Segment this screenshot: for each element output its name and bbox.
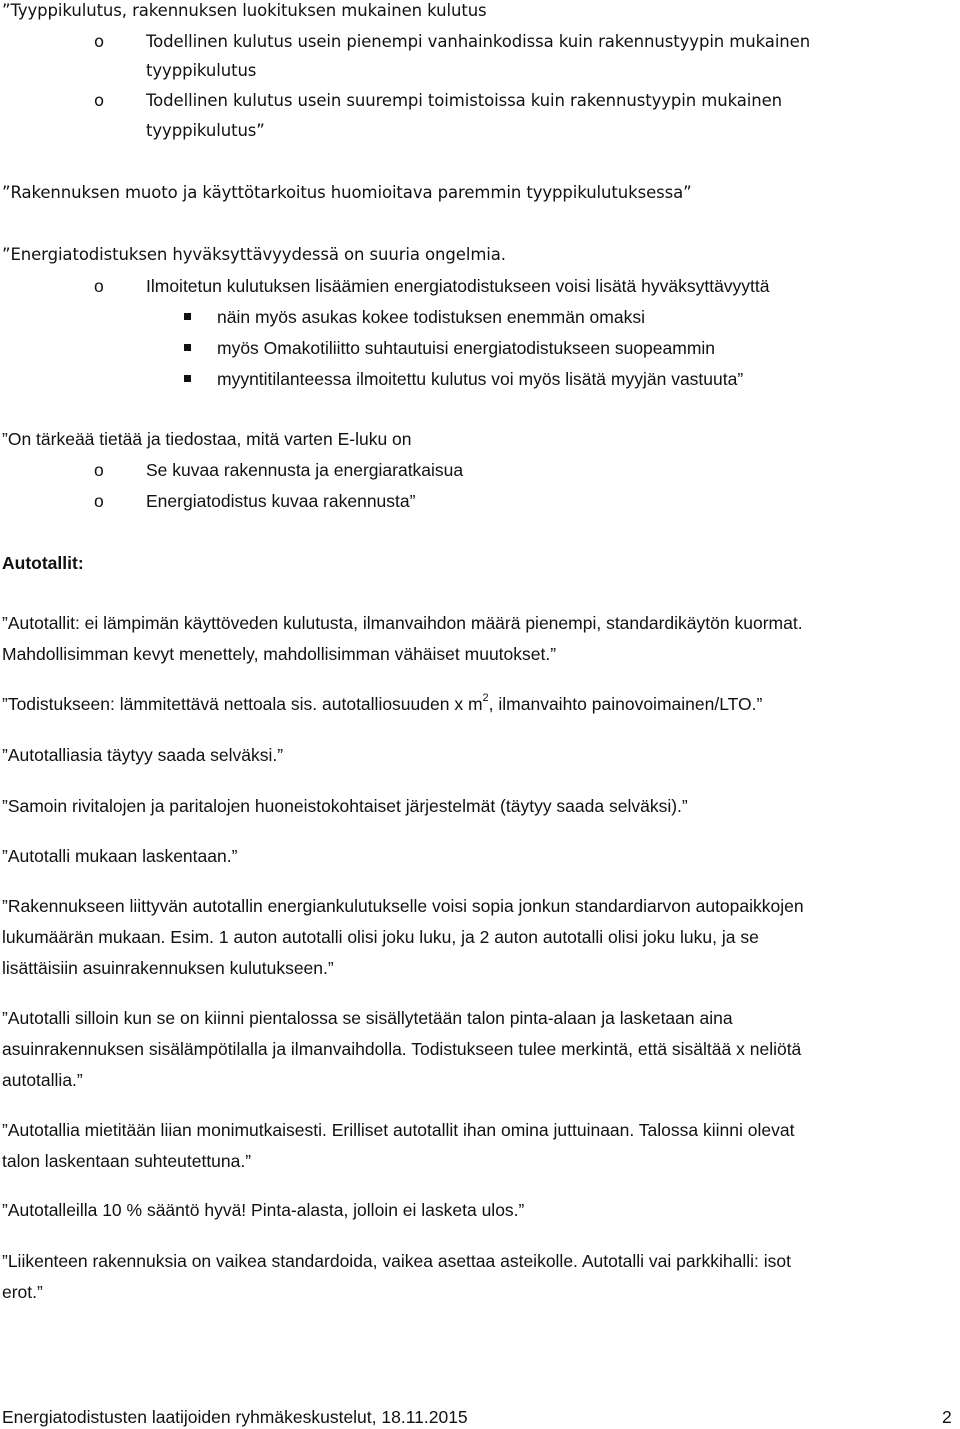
bullet-marker: o (94, 32, 104, 51)
square-bullet-icon (184, 344, 191, 351)
list-item: Todellinen kulutus usein suurempi toimistoissa kuin rakennustyypin mukainen (146, 91, 783, 110)
paragraph-continued: Mahdollisimman kevyt menettely, mahdollisimman vähäiset muutokset.” (2, 644, 557, 664)
paragraph: ”Autotalli mukaan laskentaan.” (2, 846, 238, 866)
sub-list-item: näin myös asukas kokee todistuksen enemmän omaksi (217, 307, 645, 327)
sub-list-item: myös Omakotiliitto suhtautuisi energiatodistukseen suopeammin (217, 338, 716, 358)
paragraph: ”Autotalleilla 10 % sääntö hyvä! Pinta-alasta, jolloin ei lasketa ulos.” (2, 1200, 525, 1220)
list-item: Se kuvaa rakennusta ja energiaratkaisua (146, 460, 464, 480)
superscript: 2 (482, 692, 489, 705)
paragraph: ”Autotalliasia täytyy saada selväksi.” (2, 745, 284, 765)
paragraph-continued: lisättäisiin asuinrakennuksen kulutukseen.” (2, 958, 334, 978)
square-bullet-icon (184, 313, 191, 320)
list-item: Ilmoitetun kulutuksen lisäämien energiatodistukseen voisi lisätä hyväksyttävyyttä (146, 276, 770, 296)
paragraph-continued: lukumäärän mukaan. Esim. 1 auton autotalli olisi joku luku, ja 2 auton autotalli olisi joku luku, ja se (2, 927, 759, 947)
paragraph: ”Autotallit: ei lämpimän käyttöveden kulutusta, ilmanvaihdon määrä pienempi, standardikäytön kuormat. (2, 613, 803, 633)
bullet-marker: o (94, 91, 104, 110)
section1-title: ”Tyyppikulutus, rakennuksen luokituksen mukainen kulutus (2, 1, 487, 20)
square-bullet-icon (184, 375, 191, 382)
paragraph (2, 693, 762, 715)
paragraph: ”Rakennuksen muoto ja käyttötarkoitus huomioitava paremmin tyyppikulutuksessa” (2, 183, 692, 202)
paragraph: ”Rakennukseen liittyvän autotallin energiankulutukselle voisi sopia jonkun standardiarvon autopaikkojen (2, 896, 804, 916)
bullet-marker: o (94, 460, 104, 480)
footer-text: Energiatodistusten laatijoiden ryhmäkeskustelut, 18.11.2015 (2, 1407, 468, 1427)
bullet-marker: o (94, 491, 104, 511)
paragraph: ”Liikenteen rakennuksia on vaikea standardoida, vaikea asettaa asteikolle. Autotalli vai parkkihalli: isot (2, 1251, 791, 1271)
paragraph: ”On tärkeää tietää ja tiedostaa, mitä varten E-luku on (2, 429, 412, 449)
paragraph-text: ”Todistukseen: lämmitettävä nettoala sis. autotalliosuuden x m (2, 694, 483, 714)
page-number: 2 (942, 1407, 952, 1427)
section-heading: Autotallit: (2, 553, 84, 573)
list-item: Energiatodistus kuvaa rakennusta” (146, 491, 416, 511)
sub-list-item: myyntitilanteessa ilmoitettu kulutus voi myös lisätä myyjän vastuuta” (217, 369, 744, 389)
paragraph: ”Autotalli silloin kun se on kiinni pientalossa se sisällytetään talon pinta-alaan ja lasketaan aina (2, 1008, 733, 1028)
paragraph-continued: erot.” (2, 1282, 43, 1302)
paragraph: ”Energiatodistuksen hyväksyttävyydessä on suuria ongelmia. (2, 245, 506, 264)
list-item-continued: tyyppikulutus (146, 61, 257, 80)
bullet-marker: o (94, 276, 104, 296)
list-item: Todellinen kulutus usein pienempi vanhainkodissa kuin rakennustyypin mukainen (146, 32, 811, 51)
paragraph: ”Autotallia mietitään liian monimutkaisesti. Erilliset autotallit ihan omina juttuinaan. Talossa kiinni olevat (2, 1120, 795, 1140)
paragraph-text: , ilmanvaihto painovoimainen/LTO.” (488, 694, 763, 714)
paragraph: ”Samoin rivitalojen ja paritalojen huoneistokohtaiset järjestelmät (täytyy saada selväksi).” (2, 796, 688, 816)
paragraph-continued: talon laskentaan suhteutettuna.” (2, 1151, 252, 1171)
paragraph-continued: asuinrakennuksen sisälämpötilalla ja ilmanvaihdolla. Todistukseen tulee merkintä, että sisältää x neliötä (2, 1039, 802, 1059)
list-item-continued: tyyppikulutus” (146, 121, 265, 140)
paragraph-continued: autotallia.” (2, 1070, 83, 1090)
